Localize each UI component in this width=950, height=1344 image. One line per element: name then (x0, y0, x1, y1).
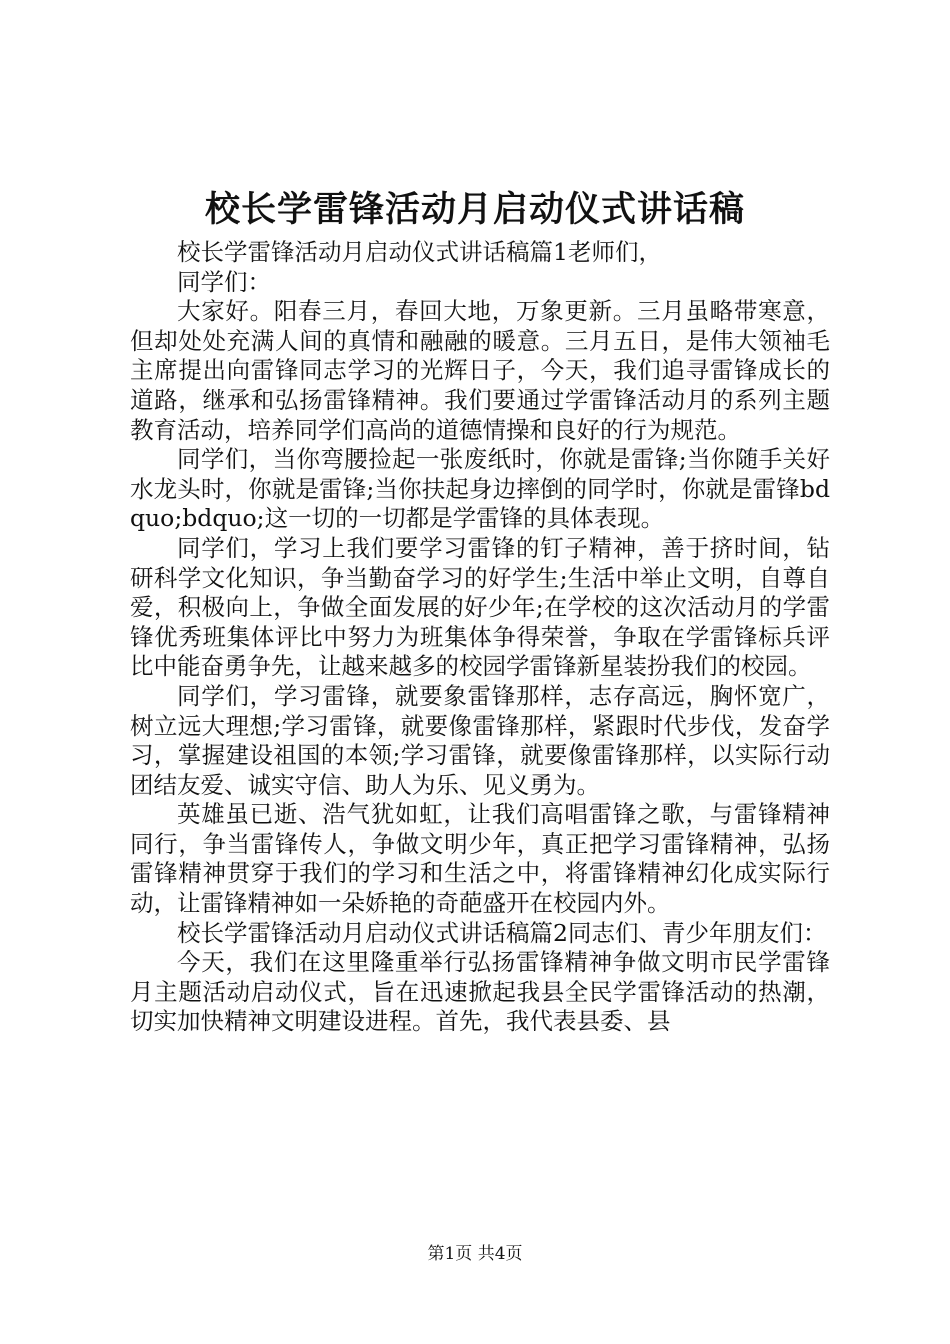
paragraph-6: 同学们，学习雷锋，就要象雷锋那样，志存高远，胸怀宽广，树立远大理想;学习雷锋，就要像雷锋那样，紧跟时代步伐，发奋学习，掌握建设祖国的本领;学习雷锋，就要像雷锋那样，以实际行动团结友爱、诚实守信、助人为乐、见义勇为。 (130, 681, 830, 799)
paragraph-4: 同学们，当你弯腰捡起一张废纸时，你就是雷锋;当你随手关好水龙头时，你就是雷锋;当你扶起身边摔倒的同学时，你就是雷锋bdquo;bdquo;这一切的一切都是学雷锋的具体表现。 (130, 445, 830, 533)
page-number: 第1页 共4页 (427, 1244, 523, 1264)
paragraph-7: 英雄虽已逝、浩气犹如虹，让我们高唱雷锋之歌，与雷锋精神同行，争当雷锋传人，争做文明少年，真正把学习雷锋精神，弘扬雷锋精神贯穿于我们的学习和生活之中，将雷锋精神幻化成实际行动，让雷锋精神如一朵娇艳的奇葩盛开在校园内外。 (130, 800, 830, 918)
paragraph-2: 同学们： (177, 267, 271, 296)
paragraph-9: 今天，我们在这里隆重举行弘扬雷锋精神争做文明市民学雷锋月主题活动启动仪式，旨在迅速掀起我县全民学雷锋活动的热潮，切实加快精神文明建设进程。首先，我代表县委、县 (130, 948, 830, 1036)
paragraph-5: 同学们，学习上我们要学习雷锋的钉子精神，善于挤时间，钻研科学文化知识，争当勤奋学习的好学生;生活中举止文明，自尊自爱，积极向上，争做全面发展的好少年;在学校的这次活动月的学雷锋优秀班集体评比中努力为班集体争得荣誉，争取在学雷锋标兵评比中能奋勇争先，让越来越多的校园学雷锋新星装扮我们的校园。 (130, 533, 830, 681)
paragraph-3: 大家好。阳春三月，春回大地，万象更新。三月虽略带寒意，但却处处充满人间的真情和融融的暖意。三月五日，是伟大领袖毛主席提出向雷锋同志学习的光辉日子，今天，我们追寻雷锋成长的道路，继承和弘扬雷锋精神。我们要通过学雷锋活动月的系列主题教育活动，培养同学们高尚的道德情操和良好的行为规范。 (130, 297, 830, 444)
paragraph-1: 校长学雷锋活动月启动仪式讲话稿篇1老师们， (177, 238, 662, 266)
paragraph-8: 校长学雷锋活动月启动仪式讲话稿篇2同志们、青少年朋友们： (177, 918, 827, 947)
document-body (130, 238, 830, 1037)
document-title: 校长学雷锋活动月启动仪式讲话稿 (204, 189, 745, 230)
